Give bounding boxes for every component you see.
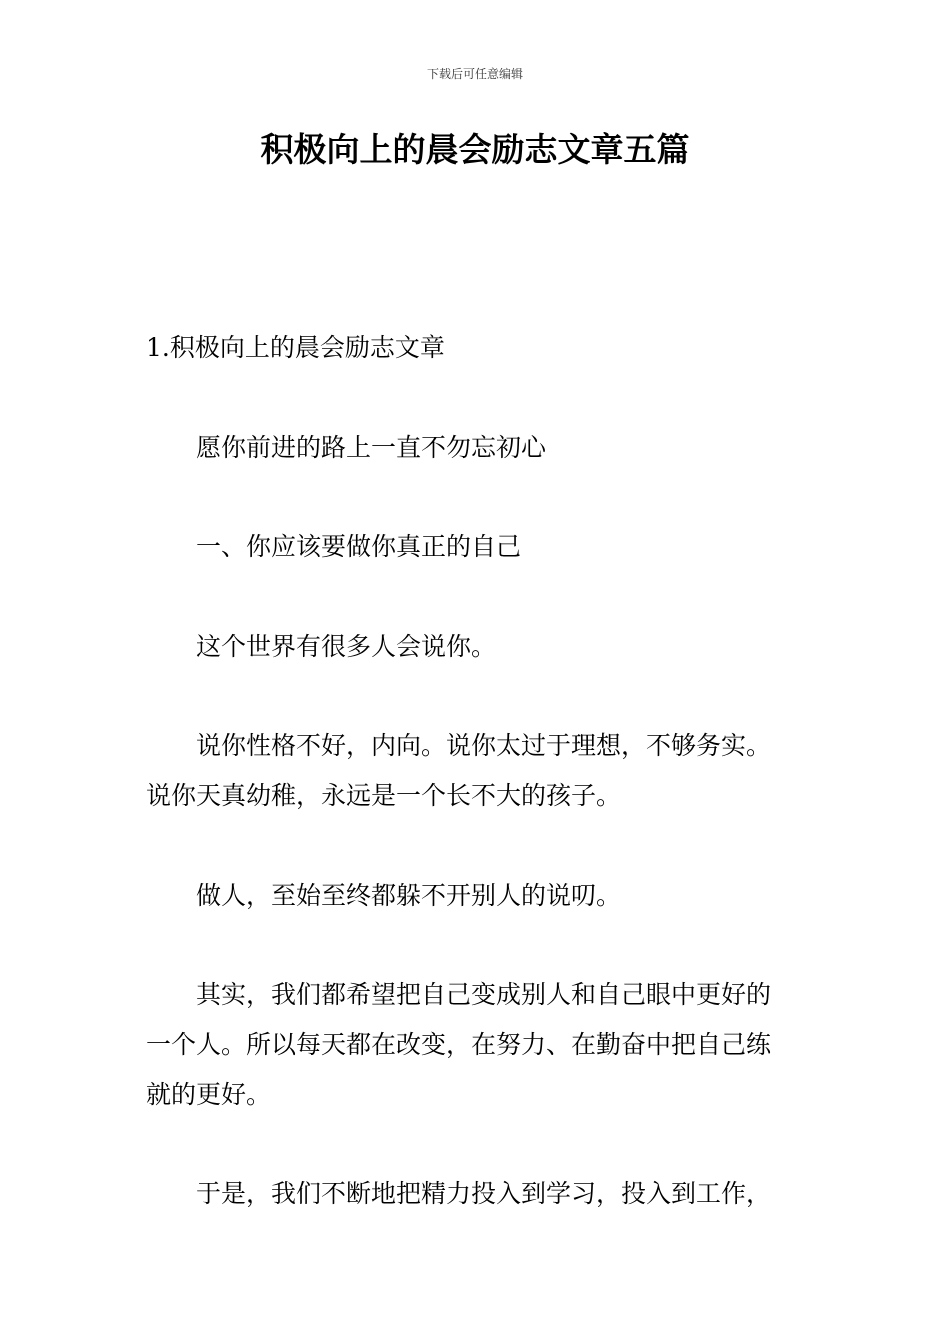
paragraph-line: 于是，我们不断地把精力投入到学习，投入到工作， (196, 1179, 772, 1208)
paragraph-4 (146, 721, 810, 821)
paragraph-3 (146, 622, 860, 672)
paragraph-line: 一、你应该要做你真正的自己 (196, 532, 522, 561)
paragraph-line: 一个人。所以每天都在改变，在努力、在勤奋中把自己练 (146, 1030, 772, 1059)
paragraph-6 (146, 970, 810, 1120)
paragraph-5 (146, 871, 860, 921)
paragraph-line: 愿你前进的路上一直不勿忘初心 (196, 433, 547, 462)
paragraph-2 (146, 522, 860, 572)
header-note: 下载后可任意编辑 (426, 67, 523, 81)
paragraph-line: 做人，至始至终都躲不开别人的说叨。 (196, 881, 622, 910)
paragraph-line: 其实，我们都希望把自己变成别人和自己眼中更好的 (196, 980, 772, 1009)
section-heading: 1.积极向上的晨会励志文章 (146, 333, 445, 362)
paragraph-1 (146, 423, 860, 473)
paragraph-line: 说你性格不好，内向。说你太过于理想，不够务实。 (196, 731, 772, 760)
paragraph-line: 这个世界有很多人会说你。 (196, 632, 497, 661)
paragraph-7 (146, 1169, 860, 1219)
document-title: 积极向上的晨会励志文章五篇 (260, 130, 690, 169)
paragraph-line: 就的更好。 (146, 1080, 272, 1109)
paragraph-line: 说你天真幼稚，永远是一个长不大的孩子。 (146, 781, 622, 810)
